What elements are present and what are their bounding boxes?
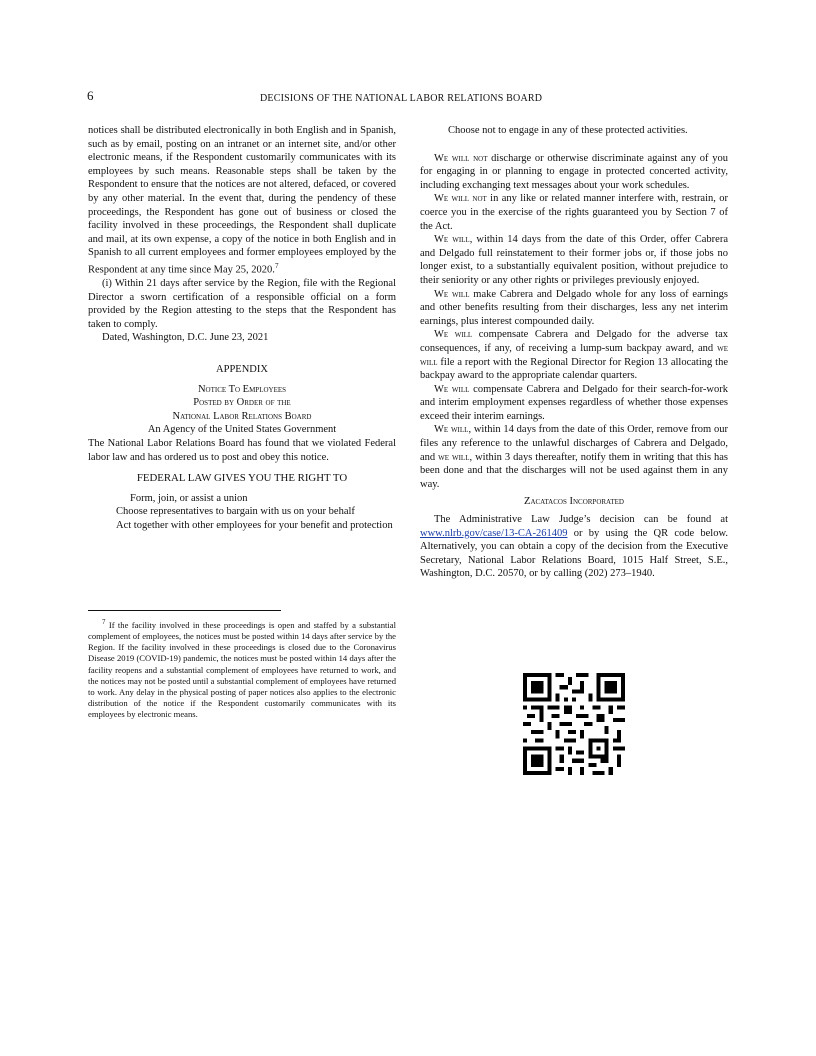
posted-by: Posted by Order of the <box>193 397 291 409</box>
we-will: We will <box>434 234 470 246</box>
right-column <box>420 124 728 581</box>
appendix-title: APPENDIX <box>216 364 268 375</box>
remedy-text: in any like or related manner interfere with, restrain, or coerce you in the exercise of the rights guaranteed you by Section 7 of the Act. <box>420 193 728 232</box>
board-name: National Labor Relations Board <box>172 410 312 422</box>
we-will: we will <box>420 342 728 368</box>
we-will: We will <box>434 329 473 341</box>
closing-text: or by using the QR code below. Alternatively, you can obtain a copy of the decision from the Executive Secretary, National Labor Relations Board, 1015 Half Street, S.E., Washington, D.C. 20570, or by calling (202) 273–1940. <box>420 527 728 580</box>
notice-title: Notice To Employees <box>197 383 287 395</box>
remedy-text: discharge or otherwise discriminate against any of you for engaging in or planning to engage in protected concerted activity, including exchanging text messages about your work schedules. <box>420 152 728 191</box>
notice-intro: The National Labor Relations Board has found that we violated Federal labor law and has ordered us to post and obey this notice. <box>88 437 396 463</box>
footnote-number: 7 <box>102 618 106 626</box>
left-column <box>88 124 396 533</box>
footnote-separator <box>88 610 281 611</box>
remedy-text: file a report with the Regional Director for Region 13 allocating the backpay award to the appropriate calendar quarters. <box>420 356 728 382</box>
we-will-not: We will not <box>434 152 488 164</box>
footnote-ref: 7 <box>274 261 279 270</box>
closing-text: The Administrative Law Judge’s decision can be found at <box>434 514 728 526</box>
page-number: 6 <box>87 88 94 103</box>
remedy-text: compensate Cabrera and Delgado for their search-for-work and interim employment expenses regardless of whether those expenses exceed their interim earnings. <box>420 383 728 422</box>
closing-paragraph <box>420 513 728 581</box>
case-link[interactable]: www.nlrb.gov/case/13-CA-261409 <box>420 527 568 539</box>
we-will: we will <box>438 451 470 463</box>
spacer <box>420 138 728 152</box>
footnote <box>88 617 396 721</box>
footnote-text: If the facility involved in these proceedings is open and staffed by a substantial complement of employees, the notices must be posted within 14 days after service by the Region. If the facility involved in these proceedings is closed due to the Coronavirus Disease 2019 (COVID-19) pandemic, the notices must be posted within 14 days after the facility reopens and a substantial complement of employees have returned to work, and the notices may not be posted until a substantial complement of employees have returned to work. Any delay in the physical posting of paper notices also applies to the electronic distribution of the notice if the Respondent customarily communicates with its employees by electronic means. <box>88 619 396 720</box>
remedy-paragraph <box>420 383 728 424</box>
we-will: We will <box>434 288 470 300</box>
right-item: Choose not to engage in any of these protected activities. <box>448 125 688 136</box>
qr-code-icon[interactable] <box>523 673 625 775</box>
remedy-text: compensate Cabrera and Delgado for the adverse tax consequences, if any, of receiving a lump-sum backpay award, and <box>420 329 728 354</box>
agency-line: An Agency of the United States Government <box>147 424 337 436</box>
remedy-text: , within 3 days thereafter, notify them in writing that this has been done and that the discharges will not be used against them in any way. <box>420 451 728 490</box>
order-paragraph-i: (i) Within 21 days after service by the Region, file with the Regional Director a sworn certification of a responsible official on a form provided by the Region attesting to the steps that the Respondent has taken to comply. <box>88 278 396 330</box>
we-will-not: We will not <box>434 193 487 205</box>
company-name: Zacatacos Incorporated <box>524 496 624 508</box>
remedy-paragraph <box>420 192 728 233</box>
right-item: Act together with other employees for your benefit and protection <box>116 519 393 531</box>
remedy-paragraph <box>420 288 728 329</box>
dated-line: Dated, Washington, D.C. June 23, 2021 <box>102 332 269 344</box>
right-item: Choose representatives to bargain with us on your behalf <box>116 506 355 518</box>
order-paragraph-text: notices shall be distributed electronically in both English and in Spanish, such as by email, posting on an intranet or an internet site, and/or other electronic means, if the Respondent customarily communicates with its employees by such means. Reasonable steps shall be taken by the Respondent to ensure that the notices are not altered, defaced, or covered by any other material. In the event that, during the pendency of these proceedings, the Respondent has gone out of business or closed the facility involved in these proceedings, the Respondent shall duplicate and mail, at its own expense, a copy of the notice in both English and in Spanish to all current employees and former employees employed by the Respondent at any time since May 25, 2020. <box>88 125 396 276</box>
remedy-text: , within 14 days from the date of this Order, offer Cabrera and Delgado full reinstatement to their former jobs or, if those jobs no longer exist, to a substantially equivalent position, without prejudice to their seniority or any other rights or privileges previously enjoyed. <box>420 234 728 286</box>
order-paragraph-continued <box>88 124 396 277</box>
remedy-text: , within 14 days from the date of this Order, remove from our files any reference to the unlawful discharges of Cabrera and Delgado, and <box>420 424 728 463</box>
remedy-paragraph <box>420 328 728 382</box>
remedy-paragraph <box>420 233 728 287</box>
federal-law-heading: FEDERAL LAW GIVES YOU THE RIGHT TO <box>136 472 348 485</box>
remedy-text: make Cabrera and Delgado whole for any loss of earnings and other benefits resulting from their discharges, less any net interim earnings, plus interest compounded daily. <box>420 288 728 327</box>
remedy-paragraph <box>420 423 728 491</box>
right-item: Form, join, or assist a union <box>130 492 248 504</box>
remedy-paragraph <box>420 152 728 193</box>
we-will: We will <box>434 424 469 436</box>
we-will: We will <box>434 383 470 395</box>
running-head: DECISIONS OF THE NATIONAL LABOR RELATIONS BOARD <box>260 93 543 104</box>
